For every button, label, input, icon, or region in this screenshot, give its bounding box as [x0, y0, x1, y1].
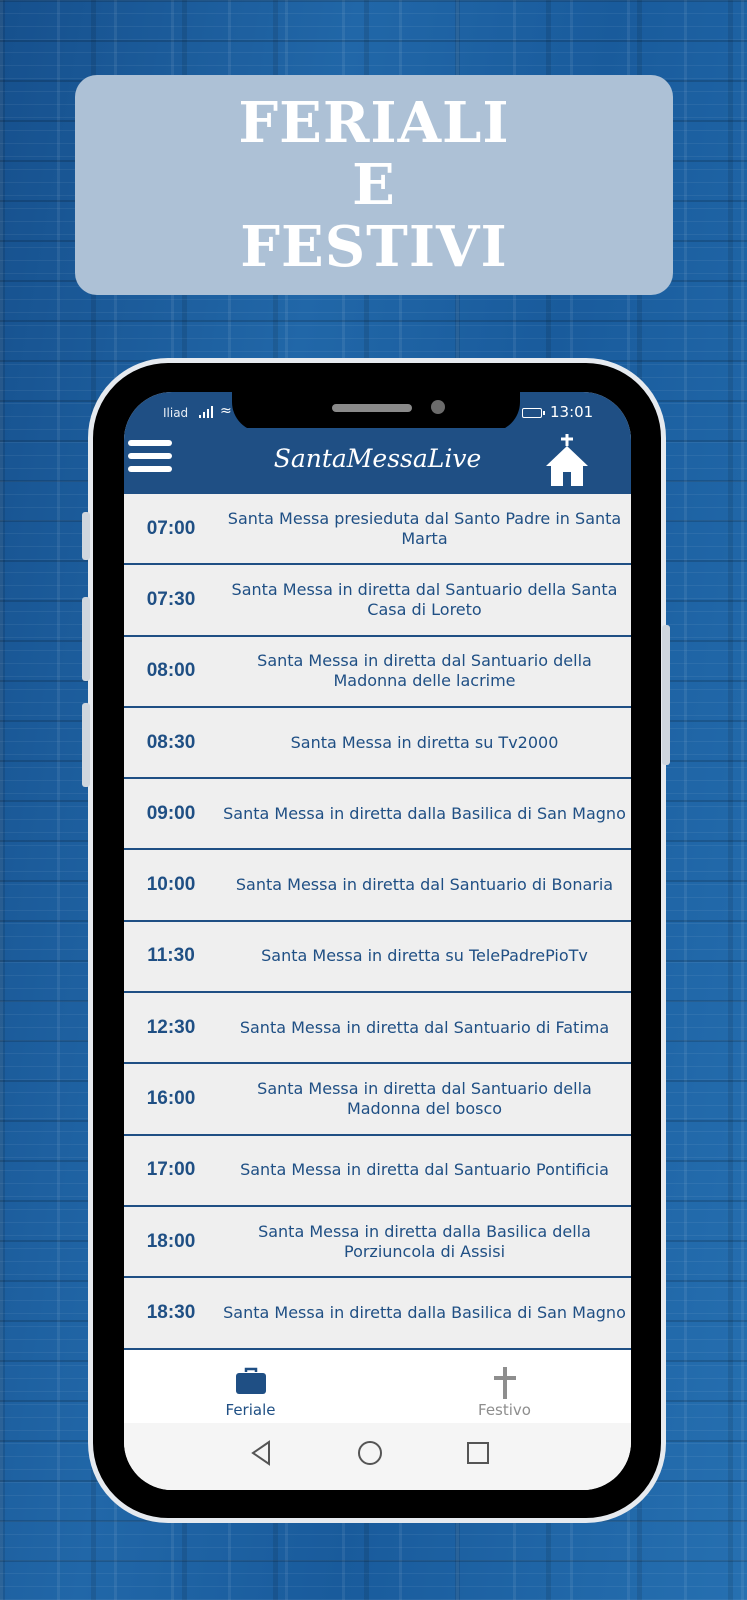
- mass-row[interactable]: [124, 708, 631, 779]
- cross-icon: [492, 1367, 518, 1399]
- mass-row[interactable]: [124, 779, 631, 850]
- mass-description: Santa Messa in diretta dalla Basilica di San Magno: [223, 1302, 626, 1322]
- app-bar: [124, 428, 631, 494]
- back-icon[interactable]: [247, 1438, 277, 1468]
- mass-description: Santa Messa in diretta dal Santuario della Santa Casa di Loreto: [231, 579, 618, 619]
- phone-volume-down: [82, 703, 90, 787]
- mass-time: 07:30: [146, 588, 196, 610]
- mass-time: 10:00: [146, 874, 196, 896]
- carrier-label: Iliad: [163, 406, 189, 420]
- mass-description: Santa Messa in diretta dalla Basilica di San Magno: [223, 803, 626, 823]
- mass-time: 12:30: [146, 1016, 196, 1038]
- mass-row[interactable]: [124, 1136, 631, 1207]
- mass-description: Santa Messa in diretta dal Santuario di Bonaria: [235, 875, 614, 895]
- banner-line-1: FERIALI: [238, 90, 510, 156]
- church-icon[interactable]: [544, 434, 590, 488]
- mass-description: Santa Messa presieduta dal Santo Padre in Santa Marta: [227, 508, 622, 548]
- tab-festivo-label: Festivo: [478, 1401, 531, 1419]
- app-title: SantaMessaLive: [273, 444, 482, 473]
- mass-row[interactable]: [124, 922, 631, 993]
- mass-description: Santa Messa in diretta dal Santuario di Fatima: [239, 1017, 610, 1037]
- mass-row[interactable]: [124, 565, 631, 636]
- bottom-navigation: [124, 1359, 631, 1423]
- mass-row[interactable]: [124, 494, 631, 565]
- mass-time: 17:00: [146, 1159, 196, 1181]
- mass-description: Santa Messa in diretta dal Santuario della Madonna del bosco: [257, 1079, 592, 1119]
- tab-feriale[interactable]: [124, 1359, 377, 1423]
- mass-row[interactable]: [124, 637, 631, 708]
- phone-power-button: [662, 625, 670, 765]
- signal-icon: [199, 406, 213, 418]
- briefcase-icon: [235, 1367, 267, 1395]
- mass-time: 07:00: [146, 517, 196, 539]
- mass-time: 18:00: [146, 1230, 196, 1252]
- system-navigation-bar: [124, 1423, 631, 1490]
- phone-side-button: [82, 512, 90, 560]
- mass-schedule-list: [124, 494, 631, 1350]
- mass-description: Santa Messa in diretta su TelePadrePioTv: [261, 946, 588, 966]
- home-circle-icon[interactable]: [355, 1438, 385, 1468]
- recents-square-icon[interactable]: [463, 1438, 493, 1468]
- mass-description: Santa Messa in diretta dalla Basilica della Porziuncola di Assisi: [258, 1221, 591, 1261]
- status-time: 13:01: [550, 403, 594, 421]
- mass-time: 16:00: [146, 1088, 196, 1110]
- mass-row[interactable]: [124, 1207, 631, 1278]
- banner-line-3: FESTIVI: [240, 214, 508, 280]
- mass-time: 18:30: [146, 1301, 196, 1323]
- mass-description: Santa Messa in diretta dal Santuario Pontificia: [240, 1160, 609, 1180]
- banner-line-2: E: [352, 152, 396, 218]
- front-camera: [431, 400, 445, 414]
- mass-time: 08:00: [146, 660, 196, 682]
- mass-row[interactable]: [124, 1064, 631, 1135]
- app-screen: [124, 392, 631, 1490]
- tab-feriale-label: Feriale: [225, 1401, 276, 1419]
- mass-description: Santa Messa in diretta su Tv2000: [290, 732, 559, 752]
- battery-icon: [522, 408, 542, 418]
- phone-volume-up: [82, 597, 90, 681]
- mass-time: 11:30: [147, 945, 195, 967]
- speaker-grille: [332, 404, 412, 412]
- mass-time: 08:30: [146, 731, 196, 753]
- mass-time: 09:00: [146, 802, 196, 824]
- wifi-icon: ≈: [220, 403, 232, 419]
- promo-banner: [75, 75, 673, 295]
- mass-row[interactable]: [124, 1278, 631, 1349]
- mass-row[interactable]: [124, 850, 631, 921]
- tab-festivo[interactable]: [378, 1359, 631, 1423]
- mass-description: Santa Messa in diretta dal Santuario della Madonna delle lacrime: [257, 651, 592, 691]
- camera-notch: [232, 392, 520, 432]
- mass-row[interactable]: [124, 993, 631, 1064]
